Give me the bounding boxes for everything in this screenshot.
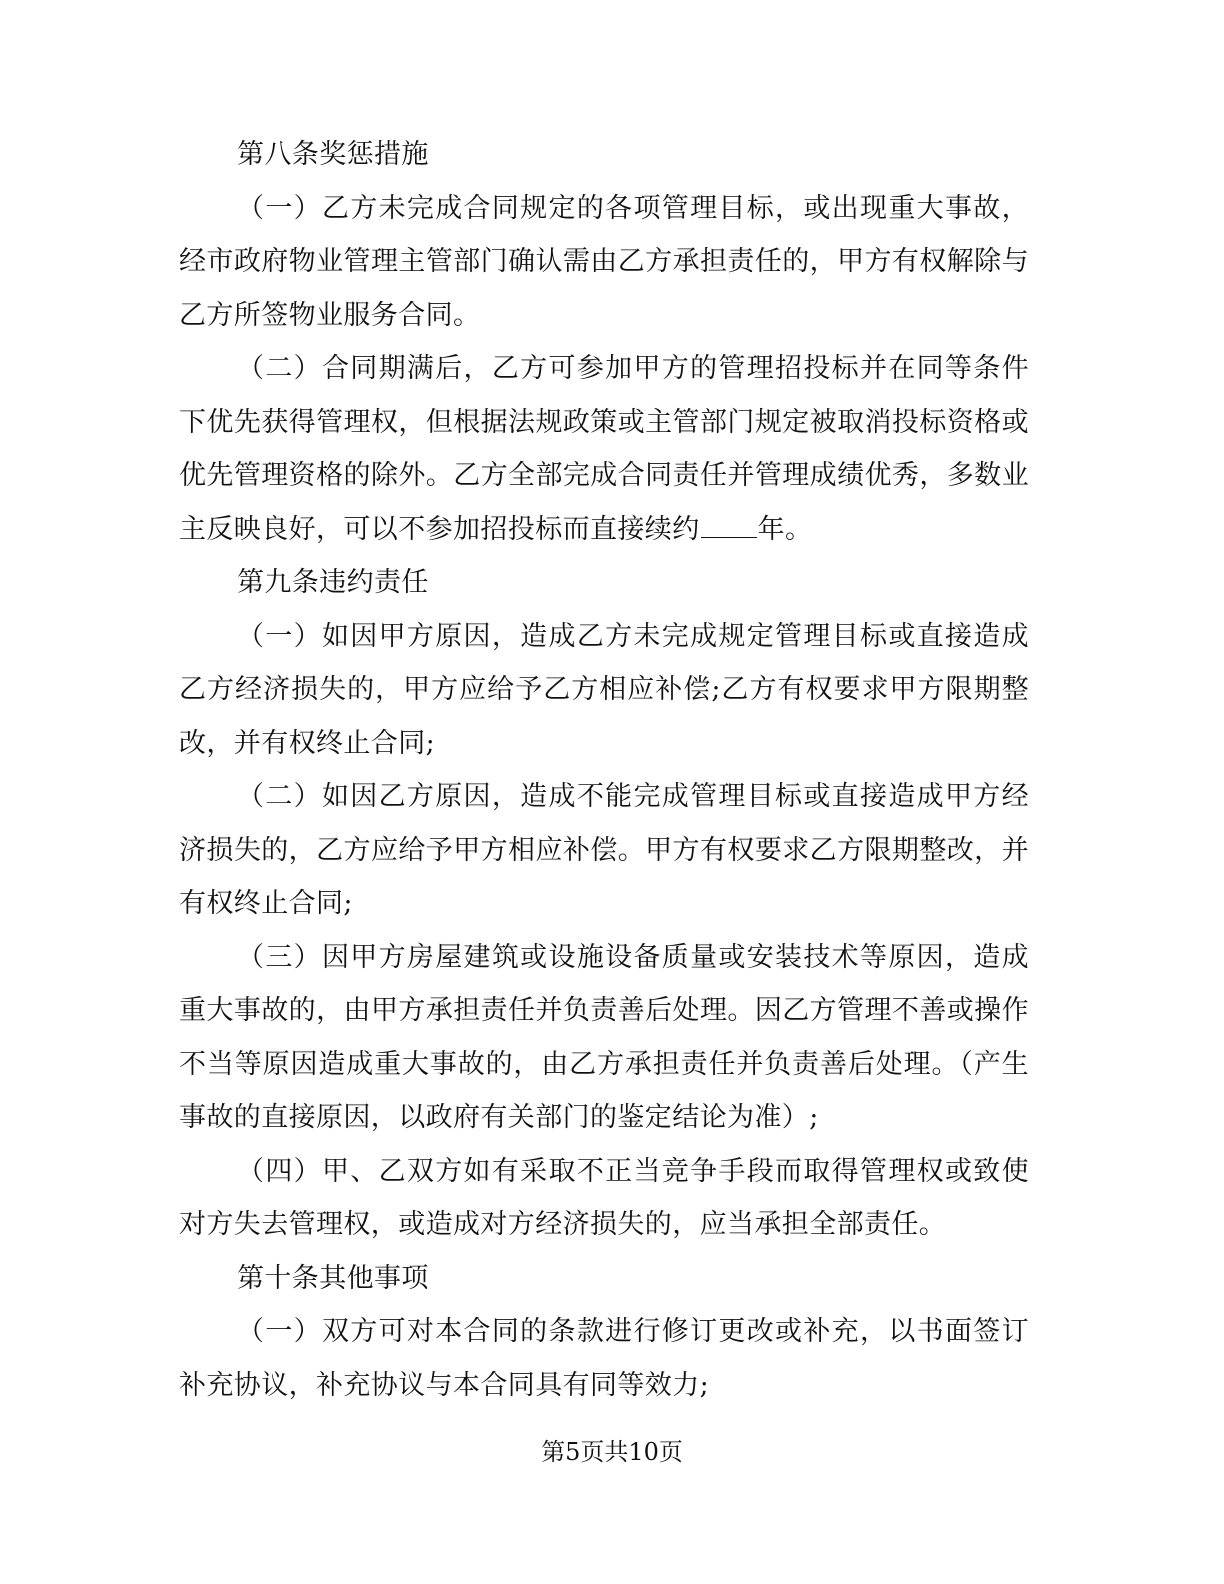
- article-10-heading: 第十条其他事项: [237, 1262, 429, 1294]
- article-8-clause-2: [179, 342, 1029, 556]
- document-body: [179, 128, 1029, 1412]
- article-9-clause-3: （三）因甲方房屋建筑或设施设备质量或安装技术等原因，造成重大事故的，由甲方承担责任并负责善后处理。因乙方管理不善或操作不当等原因造成重大事故的，由乙方承担责任并负责善后处理。（产生事故的直接原因，以政府有关部门的鉴定结论为准）;: [179, 941, 1029, 1133]
- article-9-clause-1: （一）如因甲方原因，造成乙方未完成规定管理目标或直接造成乙方经济损失的，甲方应给予乙方相应补偿;乙方有权要求甲方限期整改，并有权终止合同;: [179, 620, 1029, 759]
- article-8-heading: 第八条奖惩措施: [237, 139, 429, 170]
- article-9-clause-2: （二）如因乙方原因，造成不能完成管理目标或直接造成甲方经济损失的，乙方应给予甲方相应补偿。甲方有权要求乙方限期整改，并有权终止合同;: [179, 781, 1029, 919]
- article-8-clause-1: （一）乙方未完成合同规定的各项管理目标，或出现重大事故，经市政府物业管理主管部门确认需由乙方承担责任的，甲方有权解除与乙方所签物业服务合同。: [179, 192, 1029, 331]
- article-9-heading: 第九条违约责任: [237, 567, 429, 598]
- clause-text: （二）合同期满后，乙方可参加甲方的管理招投标并在同等条件下优先获得管理权，但根据法规政策或主管部门规定被取消投标资格或优先管理资格的除外。乙方全部完成合同责任并管理成绩优秀，多数业主反映良好，可以不参加招投标而直接续约: [179, 353, 1029, 545]
- clause-text-end: 年。: [757, 513, 813, 545]
- fill-in-blank: [701, 510, 757, 538]
- article-10-clause-1: （一）双方可对本合同的条款进行修订更改或补充，以书面签订补充协议，补充协议与本合同具有同等效力;: [179, 1316, 1029, 1401]
- page-number-footer: 第5页共10页: [541, 1438, 683, 1466]
- article-9-clause-4: （四）甲、乙双方如有采取不正当竞争手段而取得管理权或致使对方失去管理权，或造成对方经济损失的，应当承担全部责任。: [179, 1155, 1029, 1240]
